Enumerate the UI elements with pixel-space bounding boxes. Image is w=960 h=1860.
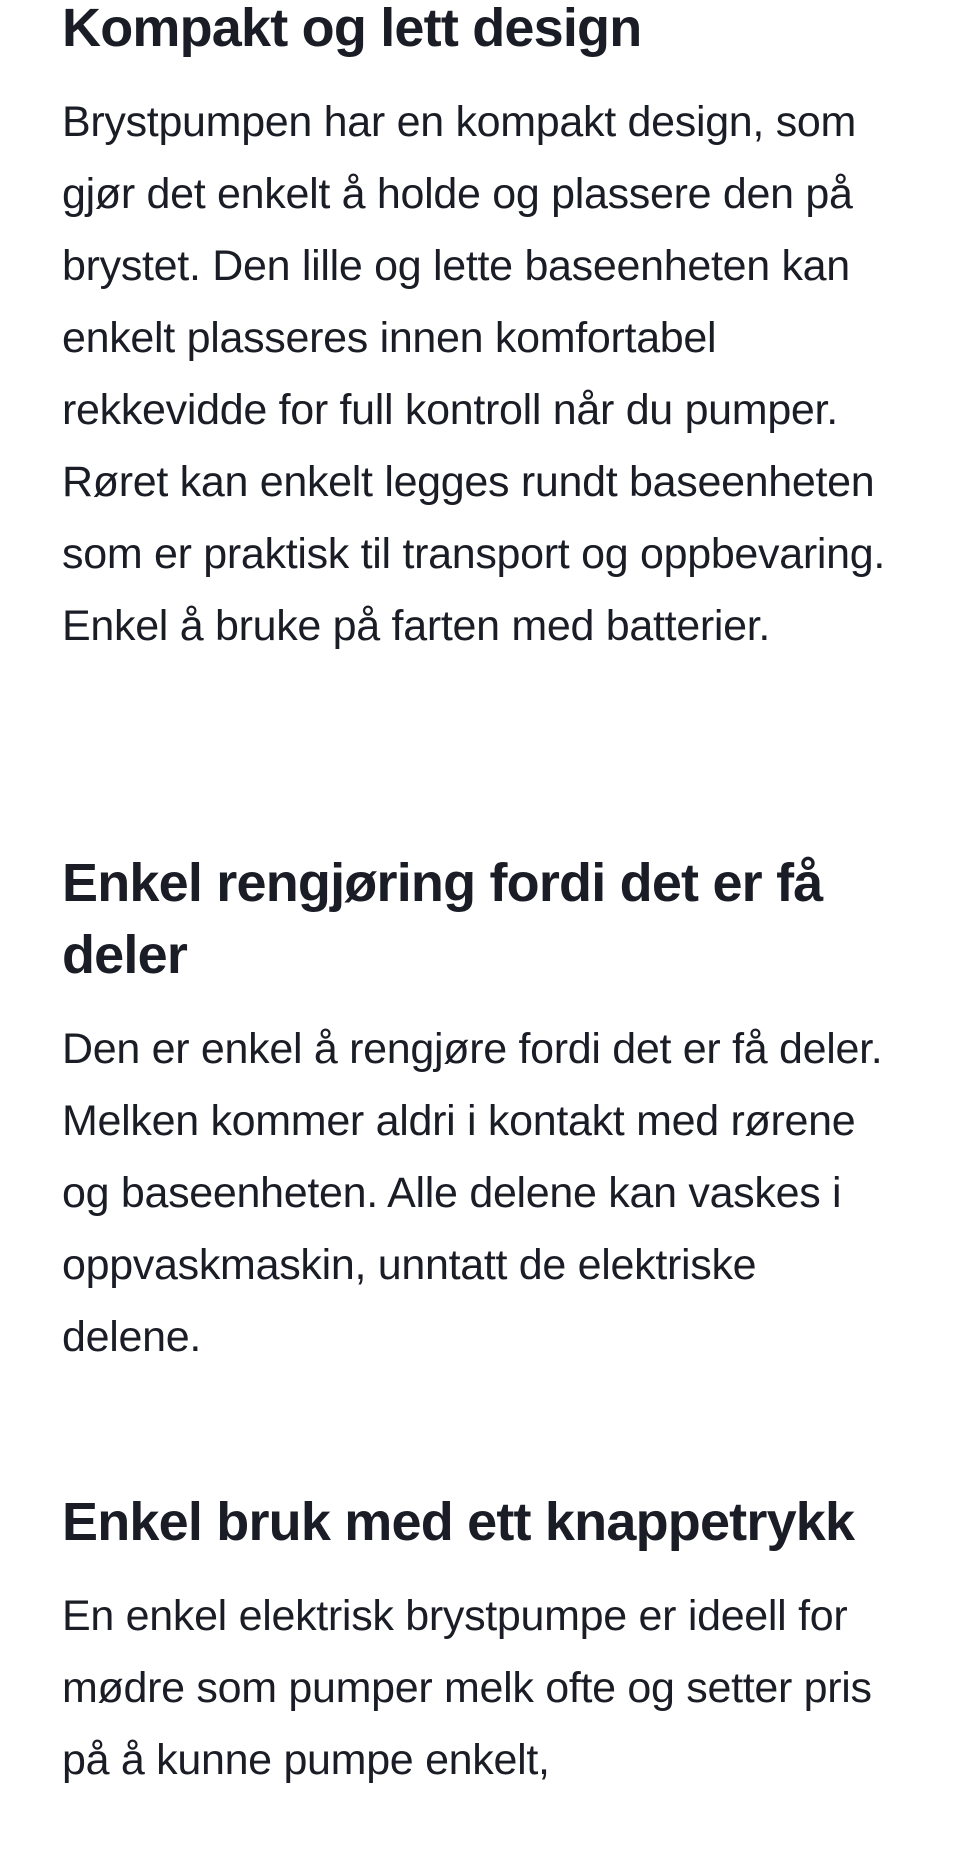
feature-heading: Enkel rengjøring fordi det er få deler bbox=[62, 853, 823, 985]
feature-description: Den er enkel å rengjøre fordi det er få deler. Melken kommer aldri i kontakt med rørene og baseenheten. Alle delene kan vaskes i oppvaskmaskin, unntatt de elektriske delene. bbox=[62, 1025, 883, 1361]
feature-heading: Kompakt og lett design bbox=[62, 0, 642, 58]
feature-description: En enkel elektrisk brystpumpe er ideell for mødre som pumper melk ofte og setter pris på å kunne pumpe enkelt, bbox=[62, 1592, 872, 1784]
feature-section-one-touch bbox=[62, 1486, 898, 1796]
feature-description: Brystpumpen har en kompakt design, som gjør det enkelt å holde og plassere den på brystet. Den lille og lette baseenheten kan enkelt plasseres innen komfortabel rekkevidde for full kontroll når du pumper. Røret kan enkelt legges rundt baseenheten som er praktisk til transport og oppbevaring. Enkel å bruke på farten med batterier. bbox=[62, 98, 886, 650]
feature-section-easy-cleaning bbox=[62, 847, 898, 1373]
feature-section-compact-design bbox=[62, 0, 898, 662]
feature-heading: Enkel bruk med ett knappetrykk bbox=[62, 1492, 855, 1552]
